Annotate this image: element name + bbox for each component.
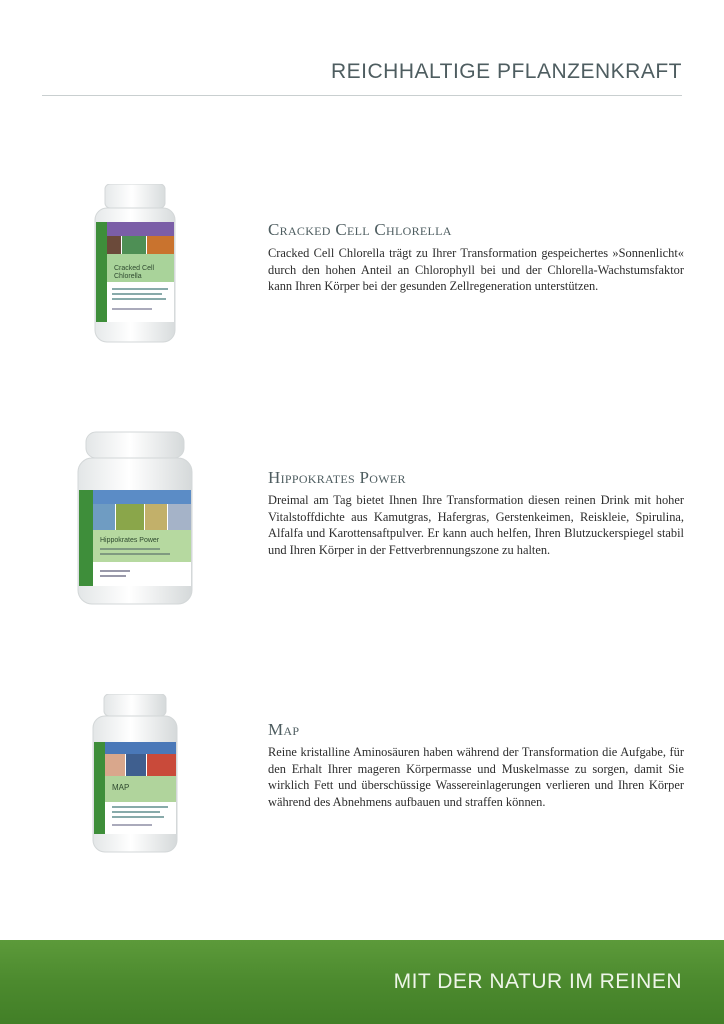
product-title: Map bbox=[268, 720, 300, 739]
header-divider bbox=[42, 95, 682, 96]
map-bottle-image bbox=[90, 694, 180, 854]
hippokrates-tub-image bbox=[76, 430, 194, 606]
chlorella-bottle-image bbox=[92, 184, 178, 344]
product-description: Reine kristalline Aminosäuren haben während der Transformation die Aufgabe, für den Erhalt Ihrer mageren Körpermasse und Muskelmasse zu sorgen, damit Sie wirklich Fett und überschüssige Wassereinlagerungen verlieren und Ihren Körper während des Abnehmens aufbauen und straffen können. bbox=[268, 745, 684, 809]
product-title: Hippokrates Power bbox=[268, 468, 406, 487]
footer-banner bbox=[0, 940, 724, 1024]
product-title: Cracked Cell Chlorella bbox=[268, 220, 452, 239]
svg-text:Hippokrates Power: Hippokrates Power bbox=[100, 537, 160, 544]
page-title: REICHHALTIGE PFLANZENKRAFT bbox=[331, 60, 682, 83]
svg-text:Cracked Cell: Cracked Cell bbox=[114, 265, 155, 272]
svg-text:MAP: MAP bbox=[112, 783, 130, 792]
footer-slogan: MIT DER NATUR IM REINEN bbox=[393, 970, 682, 993]
product-description: Dreimal am Tag bietet Ihnen Ihre Transformation diesen reinen Drink mit hoher Vitalstoffdichte aus Kamutgras, Hafergras, Gerstenkeimen, Reiskleie, Spirulina, Alfalfa und Karottensaftpulver. Er kann auch helfen, Ihren Blutzuckerspiegel stabil und Ihren Körper in der Fettverbrennungszone zu halten. bbox=[268, 493, 684, 557]
product-description: Cracked Cell Chlorella trägt zu Ihrer Transformation gespeichertes »Sonnenlicht« durch den hohen Anteil an Chlorophyll bei und der Chlorella-Wachstumsfaktor kann Ihren Körper bei der gesunden Zellregeneration unterstützen. bbox=[268, 246, 684, 293]
svg-text:Chlorella: Chlorella bbox=[114, 273, 142, 280]
